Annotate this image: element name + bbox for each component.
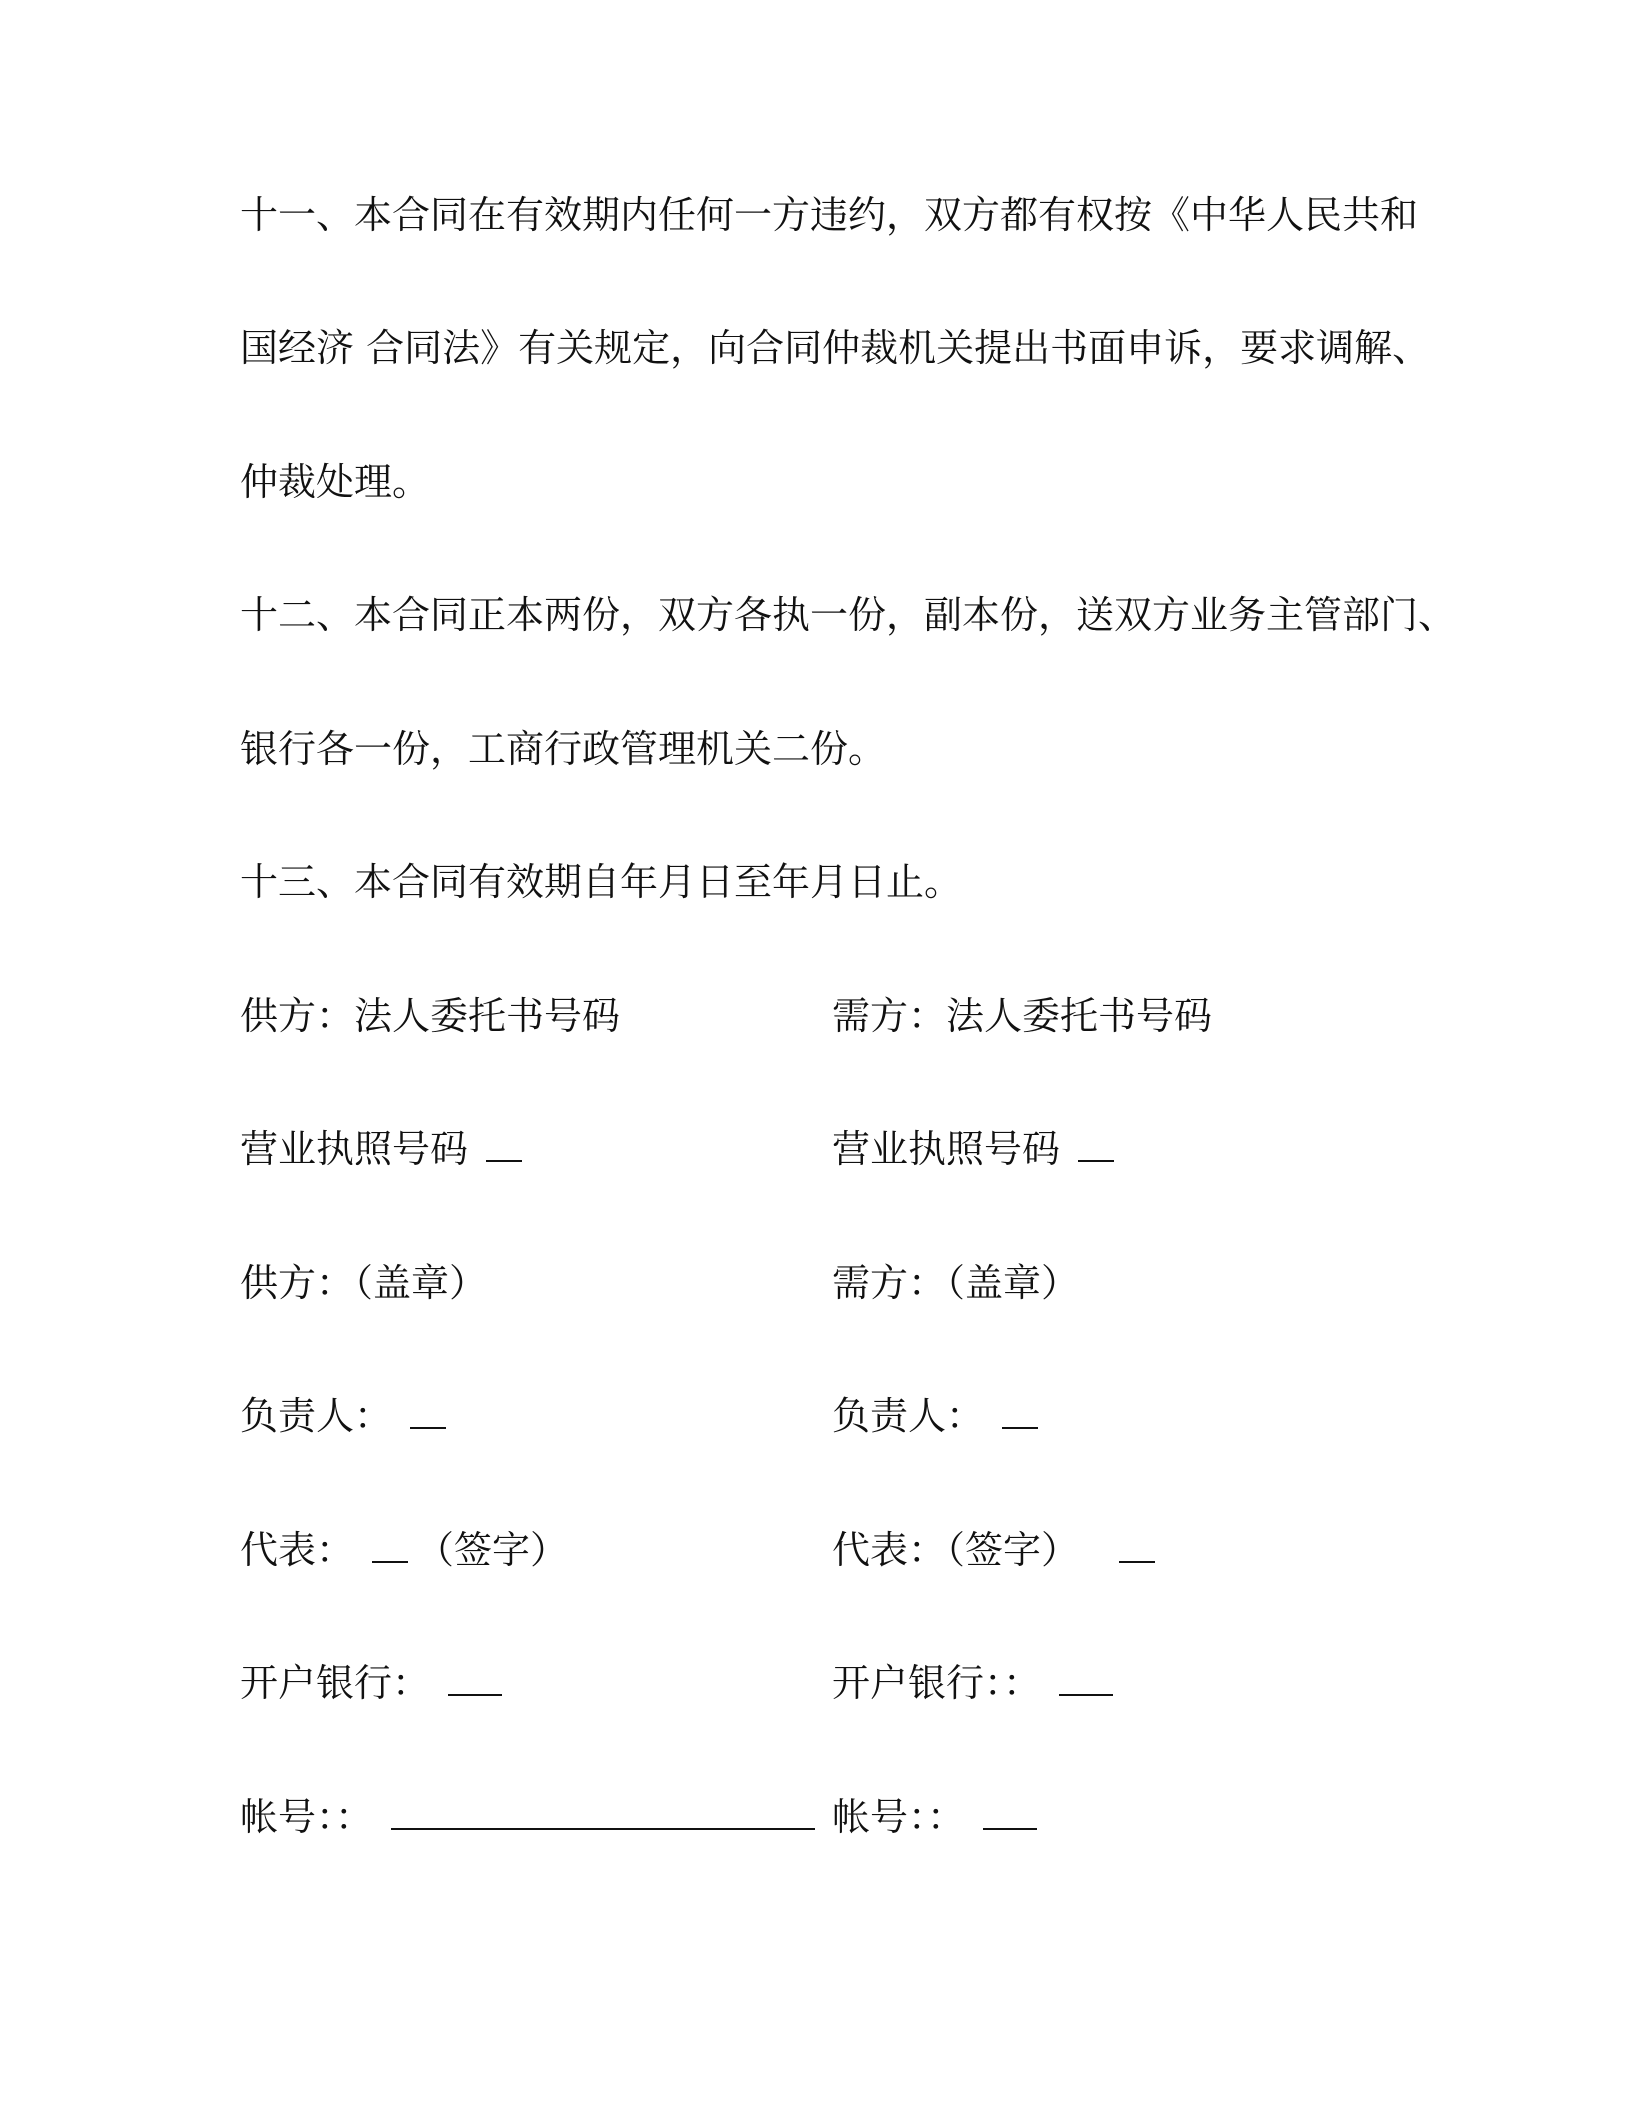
supplier-principal-row bbox=[240, 1391, 446, 1441]
buyer-principal-blank[interactable] bbox=[1002, 1397, 1038, 1429]
supplier-proxy-number: 供方：法人委托书号码 bbox=[240, 994, 621, 1038]
supplier-bank-label: 开户银行： bbox=[240, 1661, 431, 1705]
supplier-representative-row bbox=[240, 1525, 568, 1575]
buyer-seal: 需方：（盖章） bbox=[832, 1261, 1080, 1305]
supplier-license-label: 营业执照号码 bbox=[240, 1127, 469, 1171]
supplier-account-blank[interactable] bbox=[391, 1798, 815, 1830]
buyer-representative-label: 代表：（签字） bbox=[832, 1528, 1080, 1572]
supplier-license-row bbox=[240, 1124, 522, 1174]
supplier-representative-blank[interactable] bbox=[372, 1531, 408, 1563]
supplier-bank-row bbox=[240, 1658, 502, 1708]
clause-13-line-1: 十三、本合同有效期自年月日至年月日止。 bbox=[240, 860, 963, 904]
supplier-representative-label: 代表： bbox=[240, 1528, 355, 1572]
buyer-principal-row bbox=[832, 1391, 1038, 1441]
clause-11-line-3: 仲裁处理。 bbox=[240, 460, 431, 504]
buyer-license-label: 营业执照号码 bbox=[832, 1127, 1061, 1171]
clause-12-line-1: 十二、本合同正本两份，双方各执一份，副本份，送双方业务主管部门、 bbox=[240, 593, 1457, 637]
clause-11-line-2: 国经济 合同法》有关规定，向合同仲裁机关提出书面申诉，要求调解、 bbox=[240, 326, 1431, 370]
supplier-seal: 供方：（盖章） bbox=[240, 1261, 488, 1305]
buyer-representative-blank[interactable] bbox=[1119, 1531, 1155, 1563]
supplier-bank-blank[interactable] bbox=[448, 1664, 502, 1696]
buyer-proxy-number: 需方：法人委托书号码 bbox=[832, 994, 1213, 1038]
buyer-representative-row bbox=[832, 1525, 1155, 1575]
clause-11-line-1: 十一、本合同在有效期内任何一方违约，双方都有权按《中华人民共和 bbox=[240, 193, 1419, 237]
supplier-account-row bbox=[240, 1792, 815, 1842]
supplier-principal-label: 负责人： bbox=[240, 1394, 393, 1438]
supplier-signature-label: （签字） bbox=[416, 1528, 569, 1572]
supplier-license-blank[interactable] bbox=[486, 1130, 522, 1162]
supplier-principal-blank[interactable] bbox=[410, 1397, 446, 1429]
buyer-bank-blank[interactable] bbox=[1059, 1664, 1113, 1696]
buyer-principal-label: 负责人： bbox=[832, 1394, 985, 1438]
buyer-account-label: 帐号：： bbox=[832, 1795, 966, 1839]
supplier-account-label: 帐号：： bbox=[240, 1795, 374, 1839]
buyer-bank-row bbox=[832, 1658, 1113, 1708]
buyer-license-blank[interactable] bbox=[1078, 1130, 1114, 1162]
clause-12-line-2: 银行各一份，工商行政管理机关二份。 bbox=[240, 727, 887, 771]
buyer-bank-label: 开户银行：： bbox=[832, 1661, 1042, 1705]
buyer-license-row bbox=[832, 1124, 1114, 1174]
buyer-account-row bbox=[832, 1792, 1037, 1842]
buyer-account-blank[interactable] bbox=[983, 1798, 1037, 1830]
